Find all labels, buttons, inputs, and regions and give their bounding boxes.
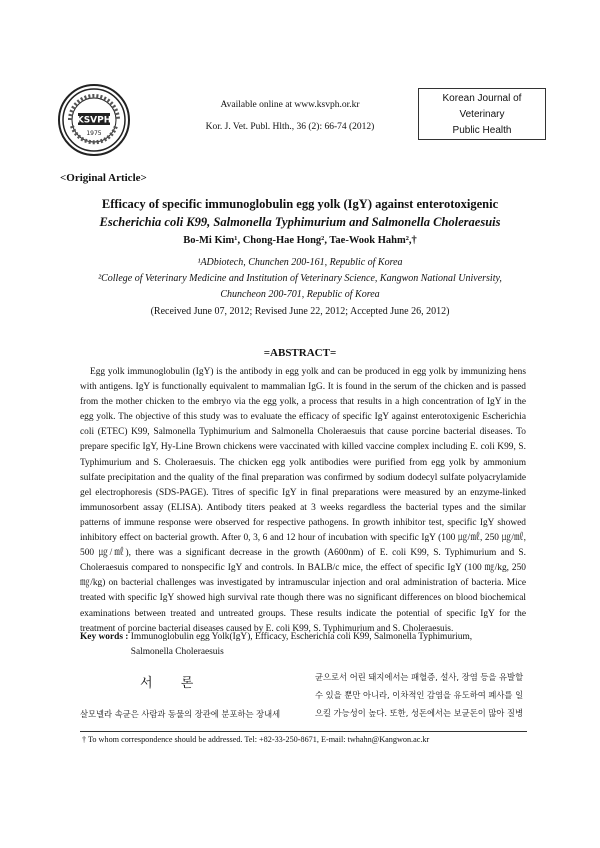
seal-icon [60,86,128,154]
abstract-body: Egg yolk immunoglobulin (IgY) is the antibody in egg yolk and can be produced in egg yolk by immunizing hens with antigens. IgY is functionally equivalent to mammalian IgG. It is found in the serum of the chicken and is passed from the mother chicken to the embryo via the egg yolk, a process that results in a high concentration of IgY in the egg yolk. The objective of this study was to evaluate the efficacy of specific IgY against enterotoxigenic Escherichia coli (ETEC) K99, Salmonella Typhimurium and Salmonella Choleraesuis that cause porcine bacterial diseases. To prepare specific IgY, Hy-Line Brown chickens were vaccinated with killed vaccine complex including E. coli K99, S. Typhimurium and S. Choleraesuis. The chicken egg yolk antibodies were purified from egg yolk by ammonium sulfate precipitation and the quality of the final preparation was confirmed by sodium dodecyl sulfate polyacrylamide gel electrophoresis (SDS-PAGE). Titres of specific IgY in final preparations were measured by an enzyme-linked immunosorbent assay (ELISA). Antibody titers peaked at 3 weeks regardless the bacterial types and the similar patterns of immune response were observed for respective pathogens. In growth inhibitor test, specific IgY showed inhibitory effect on bacterial growth. After 0, 3, 6 and 12 hour of incubation with specific IgY (100 ㎍/㎖, 250 ㎍/㎖, 500 ㎍/㎖), there was a significant decrease in the growth (A600nm) of E. coli K99, S. Typhimurium and S. Choleraesuis compared to nonspecific IgY and controls. In BALB/c mice, the effect of specific IgY (100 ㎎/kg, 250 ㎎/kg) on bacterial challenges was investigated by intramuscular injection and oral administration of bacteria. Mice treated with specific IgY showed high survival rate though there was no significant differences on blood biochemical examinations between treated and untreated groups. These results indicate the potential of specific IgY for the treatment of porcine bacterial diseases caused by E. coli K99, S. Typhimurium and S. Choleraesuis. [80,367,526,634]
title-line: Escherichia coli K99, Salmonella Typhimurium and Salmonella Choleraesuis [99,215,501,229]
svg-text:KSVPH: KSVPH [76,115,112,126]
title-line: Efficacy of specific immunoglobulin egg yolk (IgY) against enterotoxigenic [101,197,499,211]
keywords-label: Key words : [80,632,129,642]
abstract-heading: =ABSTRACT= [263,347,337,359]
affiliations [50,255,550,303]
authors: Bo-Mi Kim¹, Chong-Hae Hong², Tae-Wook Hahm²,† [183,235,417,246]
affiliation: ²College of Veterinary Medicine and Institution of Veterinary Science, Kangwon National University, [98,273,502,284]
society-seal-logo [58,84,130,156]
journal-name-line: Veterinary [459,109,505,120]
svg-text:1975: 1975 [86,130,102,137]
section-title: 서 론 [140,676,206,691]
affiliation: ¹ADbiotech, Chunchen 200-161, Republic of Korea [197,257,403,268]
body-right-column: 균으로서 어린 돼지에서는 패혈증, 설사, 장염 등을 유발할 수 있을 뿐만 아니라, 이차적인 감염을 유도하여 폐사를 일으킬 가능성이 높다. 또한, 성돈에서는 보균돈이 많아 질병 [315,672,524,718]
body-left-column: 살모넬라 속균은 사람과 동물의 장관에 분포하는 장내세 [80,709,281,719]
article-type: <Original Article> [60,172,147,184]
footnote-rule [80,731,527,732]
keywords [80,630,526,660]
corresponding-footnote: † To whom correspondence should be addressed. Tel: +82-33-250-8671, E-mail: twhahn@Kangwon.ac.kr [82,735,430,744]
header-center [180,94,400,138]
affiliation: Chuncheon 200-701, Republic of Korea [220,289,380,300]
available-online: Available online at www.ksvph.or.kr [220,100,360,110]
article-title [50,195,550,231]
citation: Kor. J. Vet. Publ. Hlth., 36 (2): 66-74 (2012) [205,122,375,132]
keywords-text: Immunoglobulin egg Yolk(IgY), Efficacy, Escherichia coli K99, Salmonella Typhimurium, Salmonella Choleraesuis [130,632,473,657]
received-dates: (Received June 07, 2012; Revised June 22, 2012; Accepted June 26, 2012) [150,306,450,317]
journal-name-line: Public Health [452,125,512,136]
journal-name-box [418,88,546,140]
journal-name-line: Korean Journal of [442,93,522,104]
